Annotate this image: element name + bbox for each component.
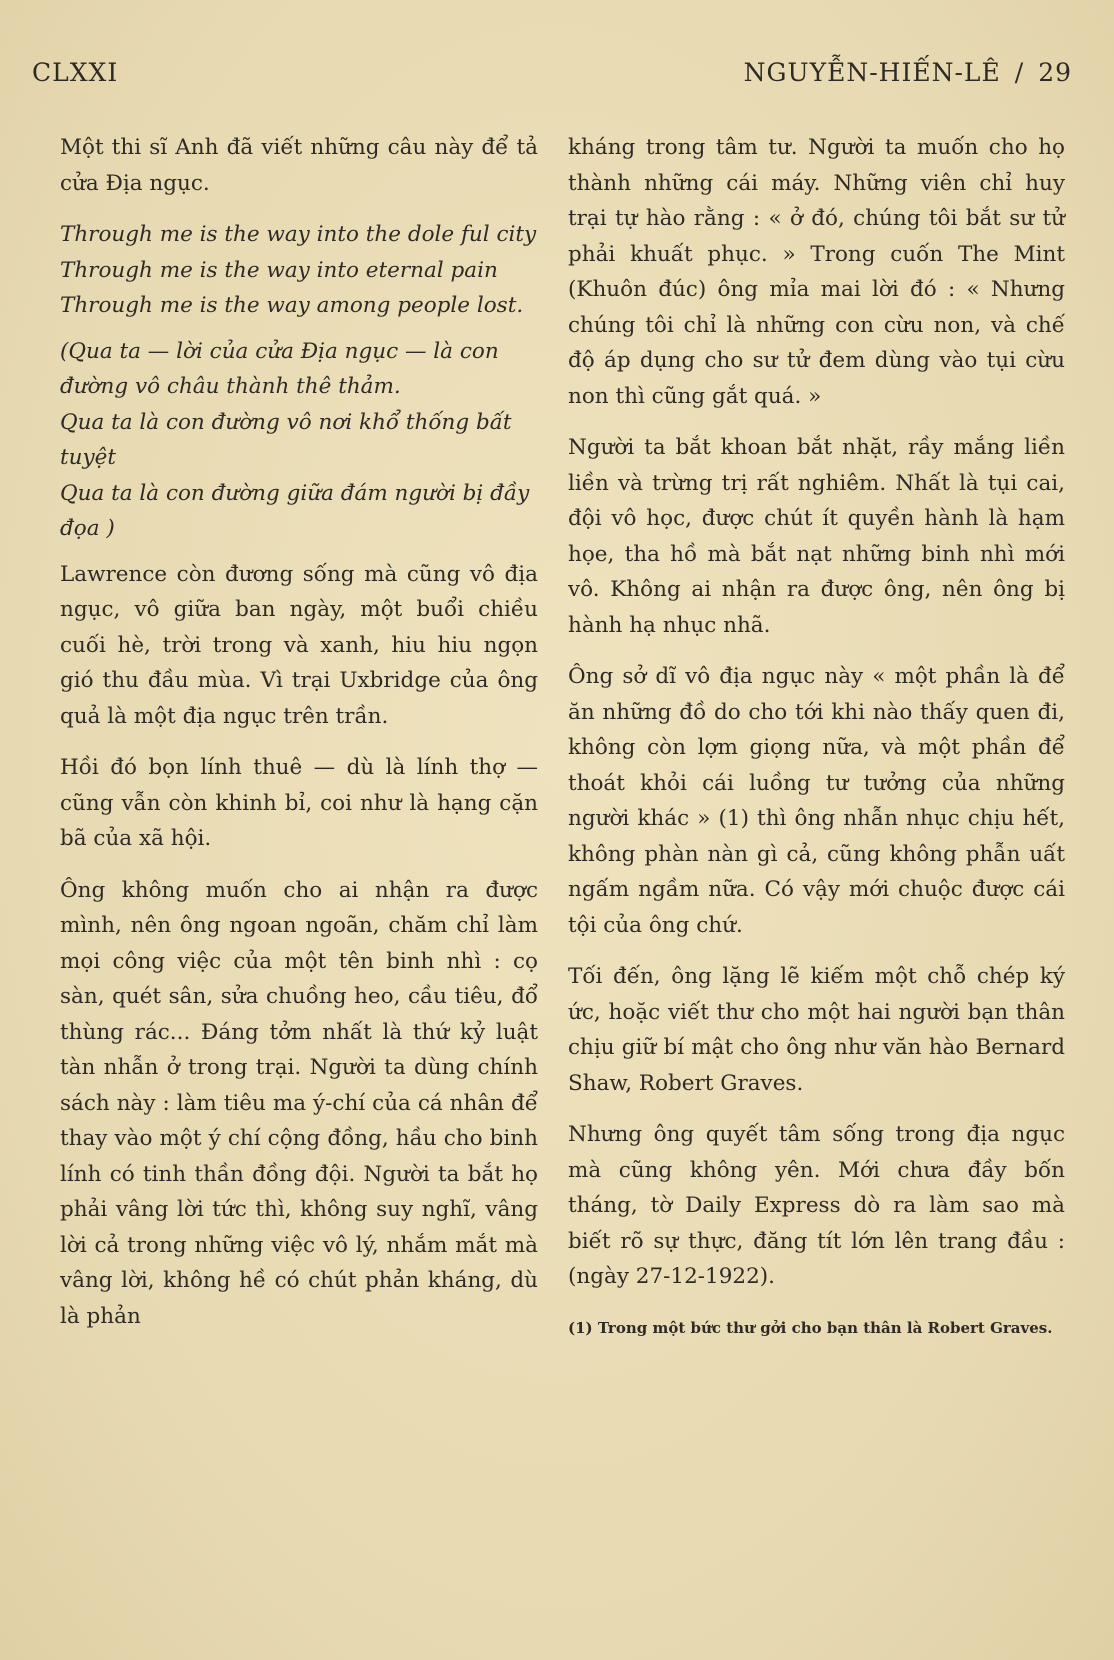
chapter-number: CLXXI xyxy=(32,58,119,87)
poem-line: (Qua ta — lời của cửa Địa ngục — là con đường vô châu thành thê thảm. xyxy=(60,338,499,399)
left-column xyxy=(60,130,538,1350)
poem-line: Through me is the way into eternal pain xyxy=(60,257,498,283)
paragraph: Ông không muốn cho ai nhận ra được mình, nên ông ngoan ngoãn, chăm chỉ làm mọi công việc của một tên binh nhì : cọ sàn, quét sân, sửa chuồng heo, cầu tiêu, đổ thùng rác... Đáng tởm nhất là thứ kỷ luật tàn nhẫn ở trong trại. Người ta dùng chính sách này : làm tiêu ma ý-chí của cá nhân để thay vào một ý chí cộng đồng, hầu cho binh lính có tinh thần đồng đội. Người ta bắt họ phải vâng lời tức thì, không suy nghĩ, vâng lời cả trong những việc vô lý, nhắm mắt mà vâng lời, không hề có chút phản kháng, dù là phản xyxy=(60,877,538,1329)
paragraph: Một thi sĩ Anh đã viết những câu này để tả cửa Địa ngục. xyxy=(60,135,538,196)
right-column xyxy=(568,130,1065,1341)
poem-line: Through me is the way into the dole ful city xyxy=(60,222,537,247)
poem-line: Through me is the way among people lost. xyxy=(60,293,524,318)
page-number: 29 xyxy=(1038,58,1072,87)
header-separator: / xyxy=(1014,58,1025,87)
paragraph: Hồi đó bọn lính thuê — dù là lính thợ — cũng vẫn còn khinh bỉ, coi như là hạng cặn bã của xã hội. xyxy=(60,755,538,851)
poem-line: Qua ta là con đường giữa đám người bị đầy đọa ) xyxy=(60,480,530,541)
poem-line: Qua ta là con đường vô nơi khổ thống bất tuyệt xyxy=(60,409,512,470)
paragraph: Ông sở dĩ vô địa ngục này « một phần là để ăn những đồ do cho tới khi nào thấy quen đi, không còn lợm giọng nữa, và một phần để thoát khỏi cái luồng tư tưởng của những người khác » (1) thì ông nhẫn nhục chịu hết, không phàn nàn gì cả, cũng không phẫn uất ngấm ngầm nữa. Có vậy mới chuộc được cái tội của ông chứ. xyxy=(568,664,1065,938)
paragraph: Lawrence còn đương sống mà cũng vô địa ngục, vô giữa ban ngày, một buổi chiều cuối hè, trời trong và xanh, hiu hiu ngọn gió thu đầu mùa. Vì trại Uxbridge của ông quả là một địa ngục trên trần. xyxy=(60,561,538,729)
author-and-page xyxy=(744,58,1072,87)
footnote: (1) Trong một bức thư gởi cho bạn thân là Robert Graves. xyxy=(568,1318,1053,1337)
poem-vietnamese xyxy=(60,334,538,547)
poem-english xyxy=(60,217,538,324)
paragraph: Tối đến, ông lặng lẽ kiếm một chỗ chép ký ức, hoặc viết thư cho một hai người bạn thân chịu giữ bí mật cho ông như văn hào Bernard Shaw, Robert Graves. xyxy=(568,964,1065,1096)
paragraph: kháng trong tâm tư. Người ta muốn cho họ thành những cái máy. Những viên chỉ huy trại tự hào rằng : « ở đó, chúng tôi bắt sư tử phải khuất phục. » Trong cuốn The Mint (Khuôn đúc) ông mỉa mai lời đó : « Nhưng chúng tôi chỉ là những con cừu non, và chế độ áp dụng cho sư tử đem dùng vào tụi cừu non thì cũng gắt quá. » xyxy=(568,135,1065,409)
running-header xyxy=(28,58,1072,98)
author-name: NGUYỄN-HIẾN-LÊ xyxy=(743,58,1001,87)
paragraph: Người ta bắt khoan bắt nhặt, rầy mắng liền liền và trừng trị rất nghiêm. Nhất là tụi cai, đội vô học, được chút ít quyền hành là hạm họe, tha hồ mà bắt nạt những binh nhì mới vô. Không ai nhận ra được ông, nên ông bị hành hạ nhục nhã. xyxy=(568,435,1065,638)
paragraph: Nhưng ông quyết tâm sống trong địa ngục mà cũng không yên. Mới chưa đầy bốn tháng, tờ Daily Express dò ra làm sao mà biết rõ sự thực, đăng tít lớn lên trang đầu : (ngày 27-12-1922). xyxy=(568,1122,1065,1289)
